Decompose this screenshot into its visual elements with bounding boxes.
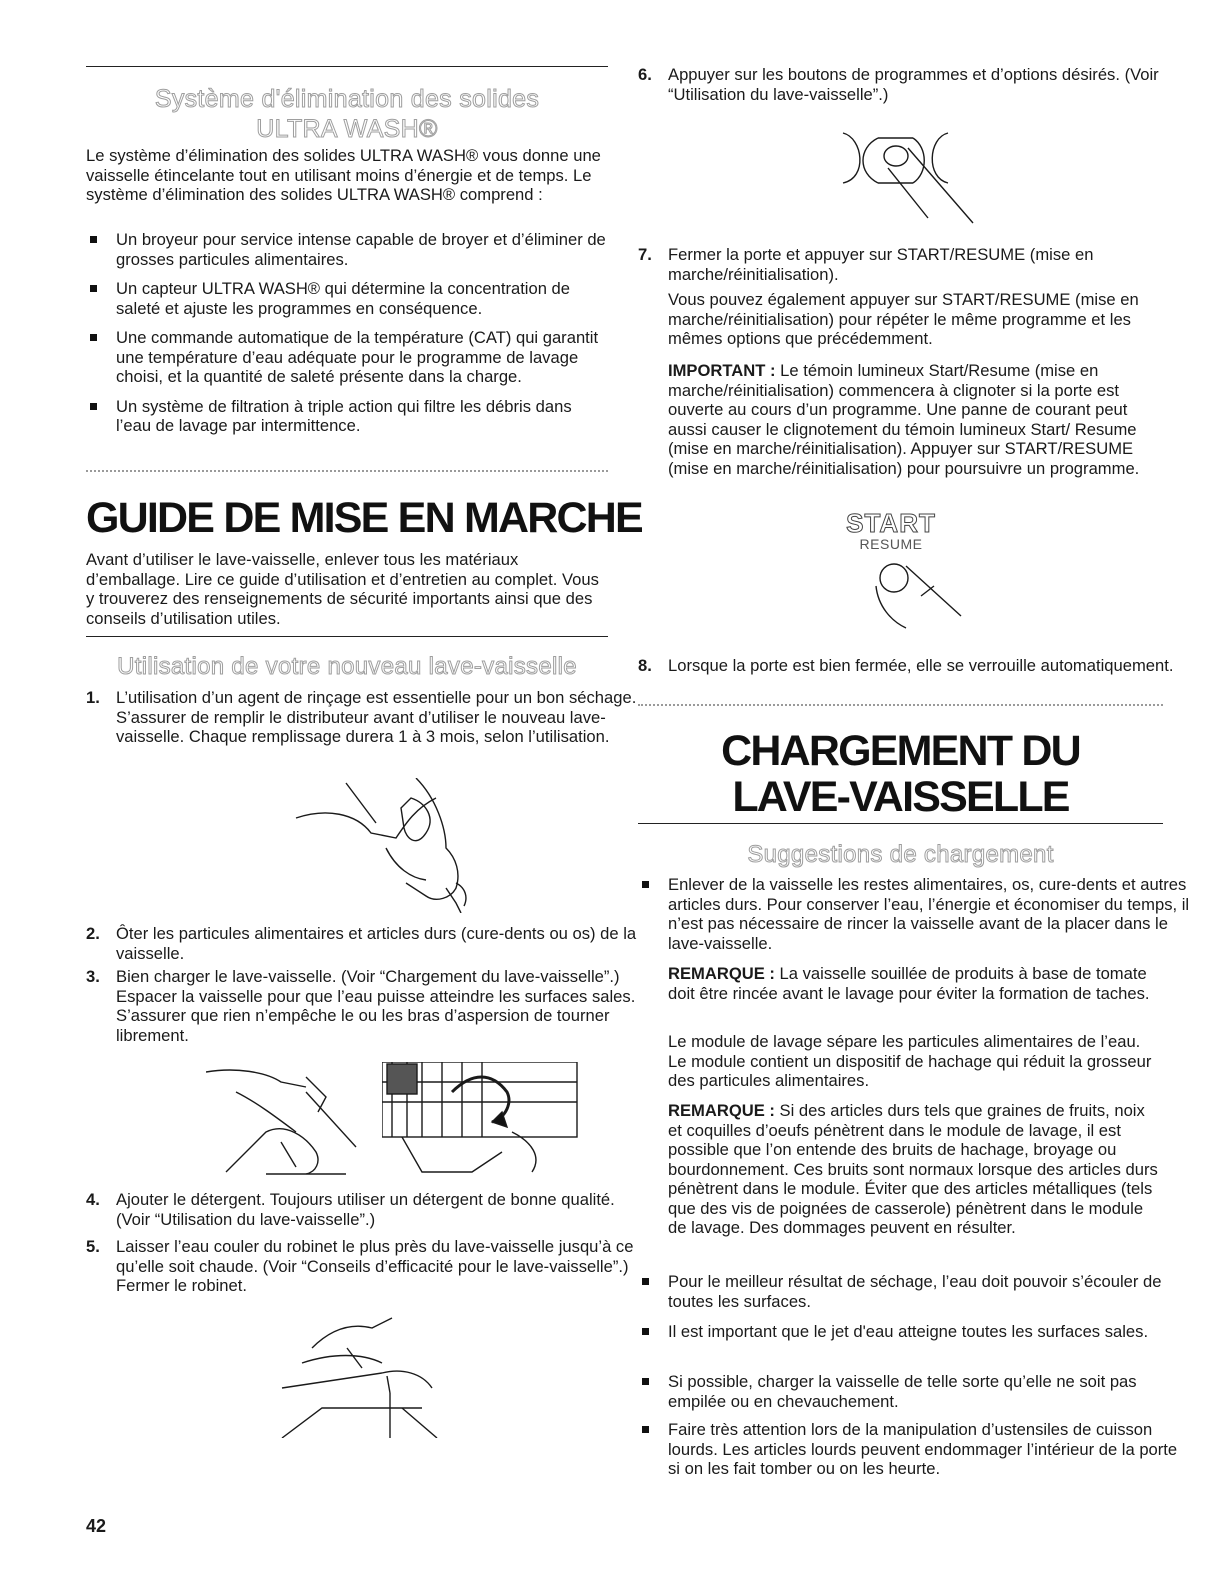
bullet-icon [642,1328,649,1335]
list-item: Un capteur ULTRA WASH® qui détermine la concentration de saleté et ajuste les programmes en conséquence. [86,279,608,318]
ultra-wash-intro: Le système d’élimination des solides ULTRA WASH® vous donne une vaisselle étincelante tout en utilisant moins d’énergie et de temps. Le système d’élimination des solides ULTRA WASH® comprend : [86,146,601,204]
list-item: Enlever de la vaisselle les restes alimentaires, os, cure-dents et autres articles durs. Pour conserver l’eau, l’énergie et économiser du temps, il n’est pas nécessaire de rincer la vaisselle avant de la placer dans le lave-vaisselle. [638,875,1193,953]
guide-intro: Avant d’utiliser le lave-vaisselle, enlever tous les matériaux d’emballage. Lire ce guide d’utilisation et d’entretien au complet. Vous y trouverez des renseignements de sécurité importants ainsi que des conseils d’utilisation utiles. [86,550,599,628]
dotted-divider [86,470,608,472]
list-item: Faire très attention lors de la manipulation d’ustensiles de cuisson lourds. Les articles lourds peuvent endommager l’intérieur de la porte si on les fait tomber ou on les heurte. [638,1420,1193,1479]
step-8: 8. Lorsque la porte est bien fermée, elle se verrouille automatiquement. [638,656,1174,675]
list-item: Un système de filtration à triple action qui filtre les débris dans l’eau de lavage par intermittence. [86,397,608,436]
section-rule [86,636,608,637]
list-item: Si possible, charger la vaisselle de telle sorte qu’elle ne soit pas empilée ou en chevauchement. [638,1372,1193,1411]
step-2: 2. Ôter les particules alimentaires et articles durs (cure-dents ou os) de la vaisselle. [86,924,637,963]
list-item: Pour le meilleur résultat de séchage, l’eau doit pouvoir s’écouler de toutes les surfaces. [638,1272,1193,1311]
dotted-divider [638,704,1163,706]
program-button-illustration [838,128,988,228]
bullet-icon [90,236,97,243]
usage-heading: Utilisation de votre nouveau lave-vaisselle [117,653,577,680]
ultra-wash-list [86,230,608,436]
heading-line: Système d'élimination des solides [154,85,540,113]
important-note: IMPORTANT : Le témoin lumineux Start/Resume (mise en marche/réinitialisation) commencera à clignoter si la porte est ouverte au cours d’un programme. Une panne de courant peut aussi causer le clignotement du témoin lumineux Start/ Resume (mise en marche/réinitialisation). Appuyer sur START/RESUME (mise en marche/réinitialisation) pour poursuivre un programme. [668,361,1140,478]
remark-1: REMARQUE : La vaisselle souillée de produits à base de tomate doit être rincée avant le lavage pour éviter la formation de taches. [668,964,1150,1003]
bullet-icon [642,1278,649,1285]
section-rule [86,66,608,67]
list-item: Une commande automatique de la température (CAT) qui garantit une température d’eau adéquate pour le programme de lavage choisi, et la quantité de saleté présente dans la charge. [86,328,608,387]
step-5: 5. Laisser l’eau couler du robinet le plus près du lave-vaisselle jusqu’à ce qu’elle soit chaude. (Voir “Conseils d’efficacité pour le lave-vaisselle”.) Fermer le robinet. [86,1237,634,1295]
list-item: Il est important que le jet d'eau atteigne toutes les surfaces sales. [638,1322,1193,1342]
step-6: 6. Appuyer sur les boutons de programmes et d’options désirés. (Voir “Utilisation du lave-vaisselle”.) [638,65,1159,104]
heading-line: ULTRA WASH® [256,115,438,143]
bullet-icon [642,1378,649,1385]
loading-title [638,728,1163,820]
bullet-icon [90,334,97,341]
faucet-illustration [272,1308,442,1438]
rack-illustration [382,1062,582,1182]
remark-2: REMARQUE : Si des articles durs tels que graines de fruits, noix et coquilles d’oeufs pénètrent dans le module de lavage, il est possible que l’on entende des bruits de hachage, broyage ou bourdonnement. Ces bruits sont normaux lorsque des articles durs pénètrent dans le module. Éviter que des articles métalliques (tels que des vis de poignées de casserole) pénètrent dans le module de lavage. Des dommages peuvent en résulter. [668,1101,1158,1237]
suggestions-heading: Suggestions de chargement [747,841,1054,868]
bullet-icon [642,881,649,888]
title-line: CHARGEMENT DU [721,727,1080,775]
step-7-paragraph: Vous pouvez également appuyer sur START/RESUME (mise en marche/réinitialisation) pour répéter le même programme et les mêmes options que précédemment. [668,290,1139,348]
start-button-illustration [866,556,966,636]
scraping-illustration [206,1062,366,1182]
rinse-aid-illustration [286,778,486,913]
bullet-icon [90,285,97,292]
bullet-icon [90,403,97,410]
resume-label: RESUME [859,536,923,552]
module-text: Le module de lavage sépare les particules alimentaires de l’eau. Le module contient un dispositif de hachage qui réduit la grosseur des particules alimentaires. [668,1032,1152,1090]
step-1: 1. L’utilisation d’un agent de rinçage est essentielle pour un bon séchage. S’assurer de remplir le distributeur avant d’utiliser le nouveau lave-vaisselle. Chaque remplissage durera 1 à 3 mois, selon l’utilisation. [86,688,637,746]
section-rule [638,823,1163,824]
step-7: 7. Fermer la porte et appuyer sur START/RESUME (mise en marche/réinitialisation). [638,245,1094,284]
step-3: 3. Bien charger le lave-vaisselle. (Voir “Chargement du lave-vaisselle”.) Espacer la vaisselle pour que l’eau puisse atteindre les surfaces sales. S’assurer que rien n’empêche le ou les bras d’aspersion de tourner librement. [86,967,636,1045]
title-line: LAVE-VAISSELLE [732,773,1069,821]
start-label: START [846,508,936,538]
bullet-icon [642,1426,649,1433]
step-4: 4. Ajouter le détergent. Toujours utiliser un détergent de bonne qualité. (Voir “Utilisation du lave-vaisselle”.) [86,1190,615,1229]
list-item: Un broyeur pour service intense capable de broyer et d’éliminer de grosses particules alimentaires. [86,230,608,269]
guide-title: GUIDE DE MISE EN MARCHE [86,494,642,542]
ultra-wash-heading [86,84,608,144]
page-number: 42 [86,1516,107,1536]
